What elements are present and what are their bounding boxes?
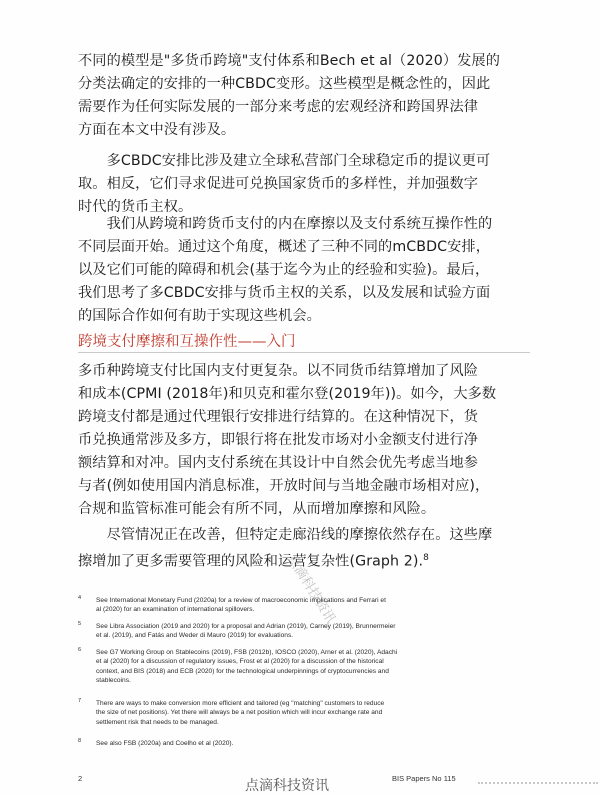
footnote-8	[78, 739, 458, 748]
footnote-line: context, and BIS (2018) and ECB (2020) for the technological underpinnings of cryptocurrencies and	[96, 667, 389, 675]
text-line: 时代的货币主权。	[78, 199, 193, 215]
text-line: 合规和监管标准可能会有所不同，从而增加摩擦和风险。	[78, 501, 436, 517]
footnote-4	[78, 596, 458, 615]
footnote-line: See Libra Association (2019 and 2020) for a proposal and Adrian (2019), Carney (2019), Brunnermeier	[96, 623, 396, 630]
footnote-reference[interactable]: 8	[423, 553, 429, 563]
text-line: 尽管情况正在改善，但特定走廊沿线的摩擦依然存在。这些摩	[78, 527, 493, 543]
scan-edge-mark	[478, 782, 598, 787]
footnote-line: stablecoins.	[96, 676, 131, 684]
text-line: 取。相反，它们寻求促进可兑换国家货币的多样性，并加强数字	[78, 176, 479, 192]
footnote-line: the size of net positions). Yet there will always be a net position which will incur exchange rate and	[96, 709, 383, 717]
footnote-line: al (2020) for an examination of international spillovers.	[96, 606, 255, 614]
paragraph-1	[78, 50, 530, 142]
heading-divider	[78, 352, 530, 353]
watermark-text: 点滴科技资讯	[245, 778, 329, 794]
text-line: 不同层面开始。通过这个角度，概述了三种不同的mCBDC安排，	[78, 239, 490, 255]
text-line: 额结算和对冲。国内支付系统在其设计中自然会优先考虑当地参	[78, 455, 479, 471]
text-line: 与者(例如使用国内消息标准，开放时间与当地金融市场相对应)，	[78, 478, 490, 494]
text-line-content: 擦增加了更多需要管理的风险和运营复杂性(Graph 2).	[78, 553, 424, 570]
footnote-line: There are ways to make conversion more efficient and tailored (eg "matching" customers to reduce	[96, 700, 385, 707]
footnote-line: settlement risk that needs to be managed.	[96, 718, 219, 726]
paragraph-2	[78, 150, 530, 219]
footnote-number: 4	[78, 595, 82, 601]
text-line: 的国际合作如何有助于实现这些机会。	[78, 308, 321, 324]
text-line: 不同的模型是"多货币跨境"支付体系和Bech et al（2020）发展的	[78, 53, 500, 69]
text-line: 方面在本文中没有涉及。	[78, 122, 236, 138]
footnote-line: et al. (2019), and Fatás and Weder di Mauro (2019) for evaluations.	[96, 632, 294, 640]
text-line: 多CBDC安排比涉及建立全球私营部门全球稳定币的提议更可	[78, 153, 491, 169]
footnote-7	[78, 699, 458, 727]
footnote-line: See International Monetary Fund (2020a) for a review of macroeconomic implications and Ferrari et	[96, 597, 386, 604]
text-line: 和成本(CPMI (2018年)和贝克和霍尔登(2019年))。如今，大多数	[78, 386, 497, 402]
footnote-6	[78, 648, 458, 685]
footnote-5	[78, 622, 458, 641]
paragraph-3	[78, 213, 530, 328]
footnote-line: See G7 Working Group on Stablecoins (2019), FSB (2012b), IOSCO (2020), Arner et al. (2020), Adachi	[96, 649, 398, 656]
text-line: 以及它们可能的障碍和机会(基于迄今为止的经验和实验)。最后，	[78, 262, 490, 278]
text-line: 多币种跨境支付比国内支付更复杂。以不同货币结算增加了风险	[78, 363, 479, 379]
text-line: 我们从跨境和跨货币支付的内在摩擦以及支付系统互操作性的	[78, 216, 493, 232]
text-line: 我们思考了多CBDC安排与货币主权的关系，以及发展和试验方面	[78, 285, 491, 301]
footnote-number: 5	[78, 621, 82, 627]
footnote-line: et al (2020) for a discussion of regulatory issues, Frost et al (2020) for a discussion of the historical	[96, 658, 384, 666]
footnote-number: 8	[78, 738, 82, 744]
paragraph-4	[78, 360, 530, 521]
footnote-number: 6	[78, 647, 82, 653]
text-line: 币兑换通常涉及多方，即银行将在批发市场对小金额支付进行净	[78, 432, 479, 448]
text-line: 分类法确定的安排的一种CBDC变形。这些模型是概念性的，因此	[78, 76, 491, 92]
footnote-line: See also FSB (2020a) and Coelho et al (2020).	[96, 740, 234, 747]
series-label: BIS Papers No 115	[392, 774, 456, 783]
text-line: 跨境支付都是通过代理银行安排进行结算的。在这种情况下，货	[78, 409, 479, 425]
page-number: 2	[78, 774, 83, 783]
footnote-number: 7	[78, 698, 82, 704]
diagonal-watermark: 点滴科技资讯	[283, 552, 338, 627]
text-line: 需要作为任何实际发展的一部分来考虑的宏观经济和跨国界法律	[78, 99, 479, 115]
section-heading: 跨境支付摩擦和互操作性——入门	[78, 334, 296, 350]
